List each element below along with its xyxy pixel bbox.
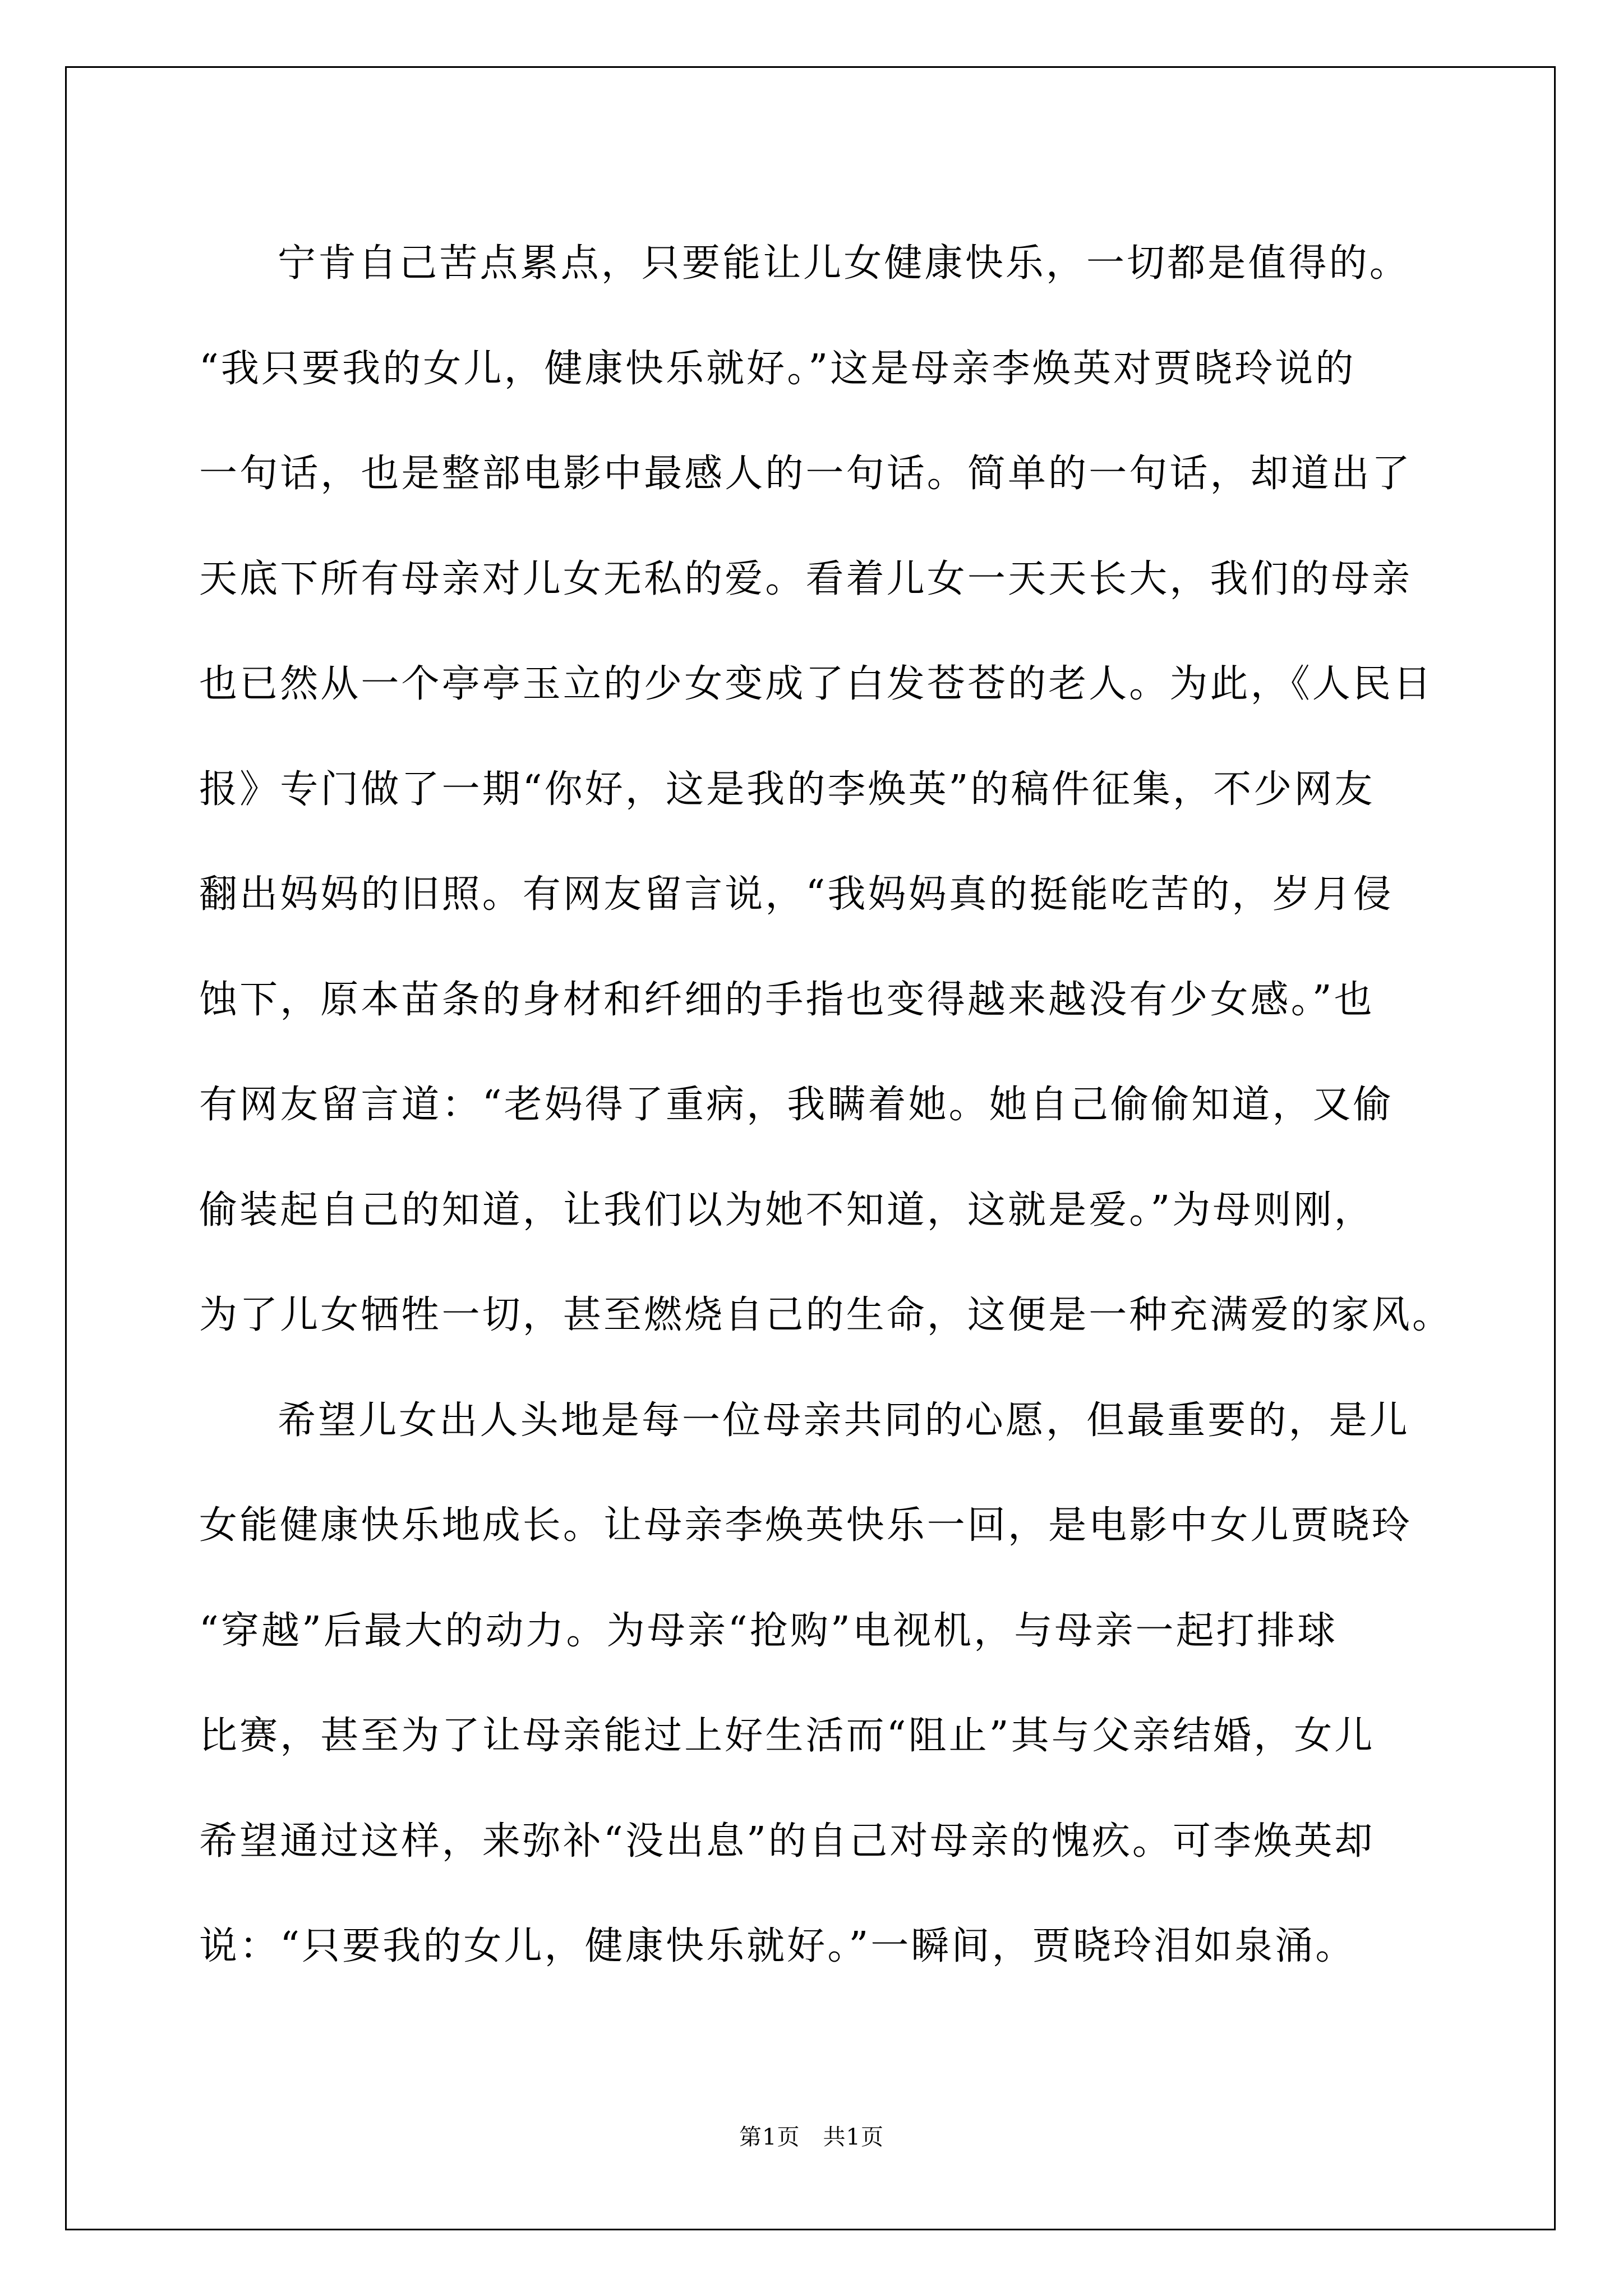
- text-line-14: “穿越”后最大的动力。为母亲“抢购”电视机，与母亲一起打排球: [199, 1608, 1338, 1653]
- text-line-3: 一句话，也是整部电影中最感人的一句话。简单的一句话，却道出了: [199, 452, 1413, 496]
- text-line-17: 说：“只要我的女儿，健康快乐就好。”一瞬间，贾晓玲泪如泉涌。: [199, 1924, 1356, 1968]
- text-line-6: 报》专门做了一期“你好，这是我的李焕英”的稿件征集，不少网友: [199, 767, 1375, 812]
- page-number-footer: 第1页 共1页: [739, 2124, 884, 2150]
- text-line-8: 蚀下，原本苗条的身材和纤细的手指也变得越来越没有少女感。”也: [199, 977, 1375, 1022]
- text-line-15: 比赛，甚至为了让母亲能过上好生活而“阻止”其与父亲结婚，女儿: [199, 1714, 1375, 1758]
- text-line-16: 希望通过这样，来弥补“没出息”的自己对母亲的愧疚。可李焕英却: [199, 1819, 1375, 1864]
- text-line-1: 宁肯自己苦点累点，只要能让儿女健康快乐，一切都是值得的。: [278, 241, 1410, 286]
- document-body: [199, 211, 1453, 1999]
- text-line-11: 为了儿女牺牲一切，甚至燃烧自己的生命，这便是一种充满爱的家风。: [199, 1293, 1453, 1337]
- text-line-10: 偷装起自己的知道，让我们以为她不知道，这就是爱。”为母则刚，: [199, 1188, 1375, 1232]
- text-line-7: 翻出妈妈的旧照。有网友留言说，“我妈妈真的挺能吃苦的，岁月侵: [199, 872, 1394, 917]
- text-line-2: “我只要我的女儿，健康快乐就好。”这是母亲李焕英对贾晓玲说的: [199, 346, 1356, 391]
- text-line-4: 天底下所有母亲对儿女无私的爱。看着儿女一天天长大，我们的母亲: [199, 556, 1413, 601]
- text-line-13: 女能健康快乐地成长。让母亲李焕英快乐一回，是电影中女儿贾晓玲: [199, 1503, 1413, 1548]
- text-line-5: 也已然从一个亭亭玉立的少女变成了白发苍苍的老人。为此，《人民日: [199, 662, 1434, 706]
- text-line-12: 希望儿女出人头地是每一位母亲共同的心愿，但最重要的，是儿: [278, 1398, 1410, 1443]
- text-line-9: 有网友留言道：“老妈得了重病，我瞒着她。她自己偷偷知道，又偷: [199, 1083, 1394, 1127]
